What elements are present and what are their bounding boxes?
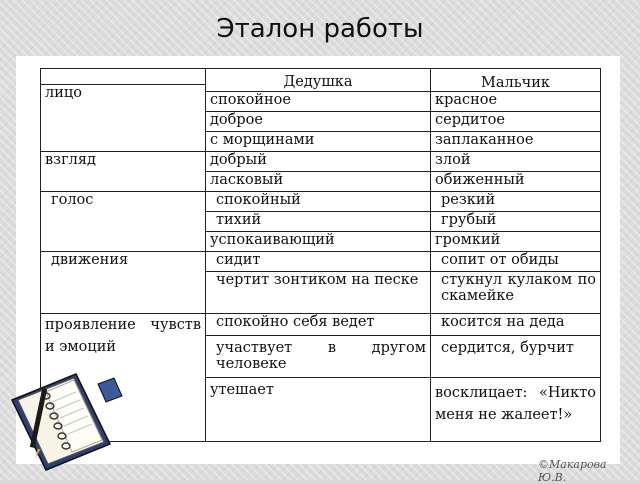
category-voice: голос bbox=[41, 192, 206, 252]
boy-cell: злой bbox=[431, 152, 601, 172]
category-movements: движения bbox=[41, 252, 206, 314]
boy-cell: резкий bbox=[431, 192, 601, 212]
category-face-label: лицо bbox=[45, 85, 82, 101]
header-boy bbox=[431, 69, 601, 92]
grandpa-cell: сидит bbox=[206, 252, 431, 272]
category-look: взгляд bbox=[41, 152, 206, 192]
boy-cell: косится на деда bbox=[431, 314, 601, 336]
boy-cell: сопит от обиды bbox=[431, 252, 601, 272]
slide-title: Эталон работы bbox=[216, 14, 424, 44]
grandpa-cell: утешает bbox=[206, 378, 431, 442]
grandpa-cell: тихий bbox=[206, 212, 431, 232]
grandpa-cell: ласковый bbox=[206, 172, 431, 192]
header-boy-label: Мальчик bbox=[481, 75, 550, 91]
header-grandpa: Дедушка bbox=[206, 69, 431, 92]
boy-cell: громкий bbox=[431, 232, 601, 252]
boy-cell: грубый bbox=[431, 212, 601, 232]
boy-cell: стукнул кулаком по скамейке bbox=[431, 272, 601, 314]
category-feelings: проявление чувств и эмоций bbox=[41, 314, 206, 442]
boy-cell: красное bbox=[431, 92, 601, 112]
boy-cell: заплаканное bbox=[431, 132, 601, 152]
header-row bbox=[41, 69, 601, 85]
grandpa-cell: спокойное bbox=[206, 92, 431, 112]
boy-cell: сердитое bbox=[431, 112, 601, 132]
grandpa-cell: добрый bbox=[206, 152, 431, 172]
grandpa-cell: спокойно себя ведет bbox=[206, 314, 431, 336]
grandpa-cell: спокойный bbox=[206, 192, 431, 212]
boy-cell: сердится, бурчит bbox=[431, 336, 601, 378]
notebook-icon bbox=[12, 374, 122, 470]
category-face bbox=[41, 85, 206, 152]
grandpa-cell: чертит зонтиком на песке bbox=[206, 272, 431, 314]
planner-clipart bbox=[6, 352, 136, 472]
header-empty bbox=[41, 69, 206, 85]
grandpa-cell: доброе bbox=[206, 112, 431, 132]
boy-cell: восклицает: «Никто меня не жалеет!» bbox=[431, 378, 601, 442]
grandpa-cell: участвует в другом человеке bbox=[206, 336, 431, 378]
grandpa-cell: с морщинами bbox=[206, 132, 431, 152]
boy-cell: обиженный bbox=[431, 172, 601, 192]
grandpa-cell: успокаивающий bbox=[206, 232, 431, 252]
author-logo: ©Макарова Ю.В. bbox=[538, 458, 607, 484]
